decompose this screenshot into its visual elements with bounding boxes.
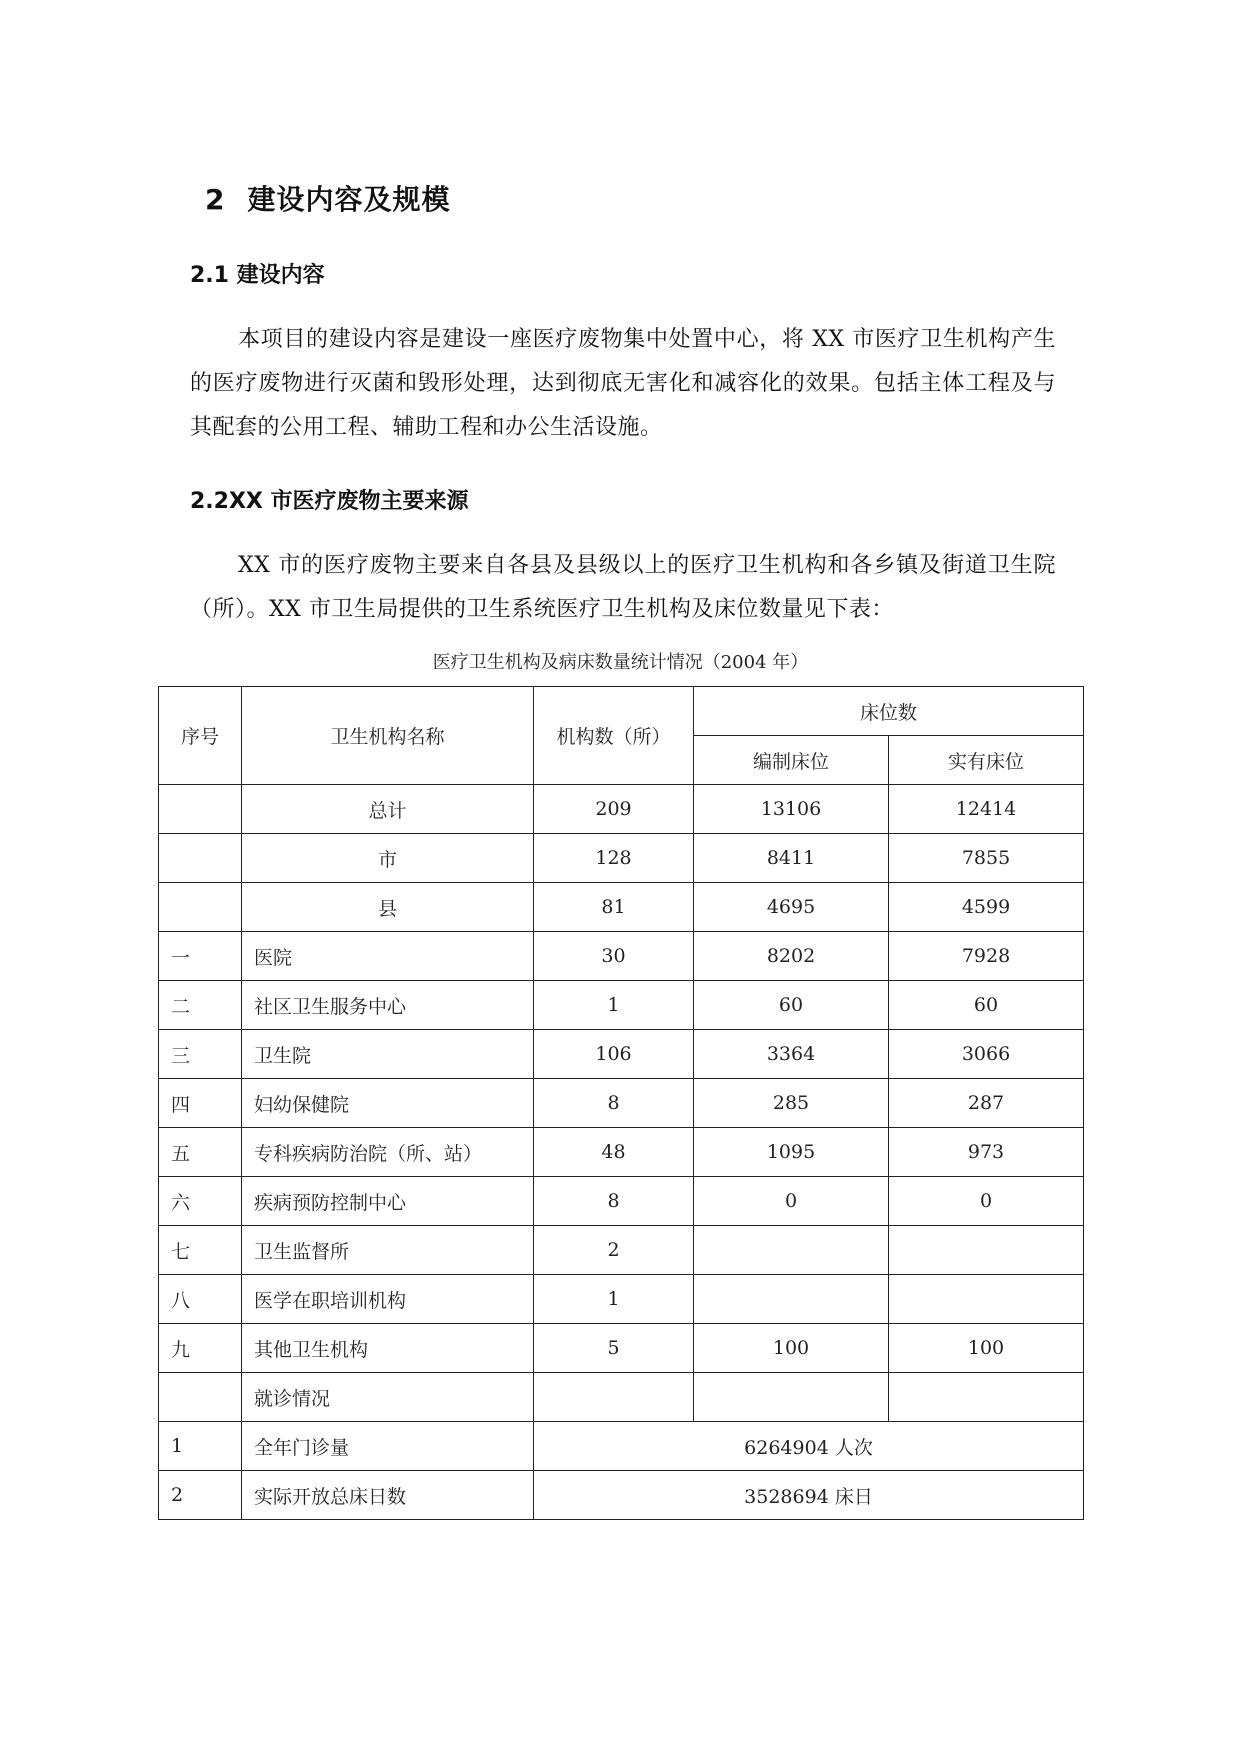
table-row (159, 1079, 1084, 1128)
cell-actual-beds: 7855 (889, 834, 1084, 883)
table-row (159, 785, 1084, 834)
cell-count: 2 (534, 1226, 694, 1275)
cell-actual-beds: 100 (889, 1324, 1084, 1373)
cell-planned-beds: 0 (694, 1177, 889, 1226)
table-header-row (159, 687, 1084, 736)
table-row (159, 981, 1084, 1030)
cell-seq: 一 (159, 932, 242, 981)
cell-planned-beds: 4695 (694, 883, 889, 932)
visit-row (159, 1422, 1084, 1471)
cell-count: 48 (534, 1128, 694, 1177)
cell-name: 妇幼保健院 (242, 1079, 534, 1128)
cell-name: 实际开放总床日数 (242, 1471, 534, 1520)
cell-count: 1 (534, 981, 694, 1030)
header-actual-beds: 实有床位 (889, 736, 1084, 785)
cell-actual-beds: 287 (889, 1079, 1084, 1128)
cell-name: 市 (242, 834, 534, 883)
cell-seq: 二 (159, 981, 242, 1030)
header-count: 机构数（所） (534, 687, 694, 785)
cell-count: 209 (534, 785, 694, 834)
cell-seq (159, 834, 242, 883)
cell-count: 30 (534, 932, 694, 981)
cell-name: 总计 (242, 785, 534, 834)
cell-count: 5 (534, 1324, 694, 1373)
header-name: 卫生机构名称 (242, 687, 534, 785)
cell-actual-beds (889, 1275, 1084, 1324)
cell-actual-beds: 7928 (889, 932, 1084, 981)
cell-actual-beds: 3066 (889, 1030, 1084, 1079)
cell-visit-value: 6264904 人次 (534, 1422, 1084, 1471)
header-seq: 序号 (159, 687, 242, 785)
header-beds: 床位数 (694, 687, 1084, 736)
section-2-1-paragraph: 本项目的建设内容是建设一座医疗废物集中处置中心，将 XX 市医疗卫生机构产生的医疗废物进行灭菌和毁形处理，达到彻底无害化和减容化的效果。包括主体工程及与其配套的公用工程、辅助工程和办公生活设施。 (190, 327, 1056, 440)
cell-actual-beds: 0 (889, 1177, 1084, 1226)
cell-seq (159, 785, 242, 834)
chapter-heading (205, 178, 451, 218)
cell-planned-beds: 8411 (694, 834, 889, 883)
cell-actual-beds: 973 (889, 1128, 1084, 1177)
cell-seq: 四 (159, 1079, 242, 1128)
cell-seq: 九 (159, 1324, 242, 1373)
cell-planned-beds: 1095 (694, 1128, 889, 1177)
cell-planned-beds: 100 (694, 1324, 889, 1373)
table-row (159, 932, 1084, 981)
cell-planned-beds (694, 1226, 889, 1275)
cell-seq: 八 (159, 1275, 242, 1324)
institution-bed-table (158, 686, 1084, 1520)
cell-planned-beds: 13106 (694, 785, 889, 834)
cell-name: 卫生监督所 (242, 1226, 534, 1275)
cell-planned-beds (694, 1373, 889, 1422)
cell-count: 128 (534, 834, 694, 883)
cell-actual-beds: 60 (889, 981, 1084, 1030)
section-2-1-title: 2.1 建设内容 (190, 263, 325, 288)
cell-seq: 五 (159, 1128, 242, 1177)
cell-name: 医学在职培训机构 (242, 1275, 534, 1324)
visit-row (159, 1471, 1084, 1520)
cell-name: 社区卫生服务中心 (242, 981, 534, 1030)
cell-name: 全年门诊量 (242, 1422, 534, 1471)
table-row (159, 1226, 1084, 1275)
table-row (159, 834, 1084, 883)
cell-name: 医院 (242, 932, 534, 981)
section-2-2-title: 2.2XX 市医疗废物主要来源 (190, 489, 469, 514)
cell-count: 8 (534, 1177, 694, 1226)
cell-actual-beds: 4599 (889, 883, 1084, 932)
cell-visit-value: 3528694 床日 (534, 1471, 1084, 1520)
cell-actual-beds (889, 1226, 1084, 1275)
table-row (159, 1373, 1084, 1422)
cell-seq: 七 (159, 1226, 242, 1275)
cell-count: 1 (534, 1275, 694, 1324)
table-row (159, 1128, 1084, 1177)
cell-name: 就诊情况 (242, 1373, 534, 1422)
cell-actual-beds: 12414 (889, 785, 1084, 834)
table-row (159, 1030, 1084, 1079)
cell-seq (159, 883, 242, 932)
cell-name: 县 (242, 883, 534, 932)
chapter-number: 2 (205, 183, 226, 216)
cell-seq: 三 (159, 1030, 242, 1079)
cell-name: 专科疾病防治院（所、站） (242, 1128, 534, 1177)
cell-planned-beds: 60 (694, 981, 889, 1030)
table-row (159, 1177, 1084, 1226)
cell-seq: 1 (159, 1422, 242, 1471)
cell-name: 疾病预防控制中心 (242, 1177, 534, 1226)
cell-count (534, 1373, 694, 1422)
chapter-title: 建设内容及规模 (247, 183, 451, 216)
cell-planned-beds (694, 1275, 889, 1324)
cell-seq: 六 (159, 1177, 242, 1226)
table-row (159, 883, 1084, 932)
section-2-2-paragraph: XX 市的医疗废物主要来自各县及县级以上的医疗卫生机构和各乡镇及街道卫生院（所）。XX 市卫生局提供的卫生系统医疗卫生机构及床位数量见下表： (190, 553, 1056, 622)
header-planned-beds: 编制床位 (694, 736, 889, 785)
cell-name: 卫生院 (242, 1030, 534, 1079)
table-row (159, 1324, 1084, 1373)
cell-actual-beds (889, 1373, 1084, 1422)
cell-seq: 2 (159, 1471, 242, 1520)
cell-planned-beds: 8202 (694, 932, 889, 981)
table-caption: 医疗卫生机构及病床数量统计情况（2004 年） (432, 652, 809, 673)
cell-seq (159, 1373, 242, 1422)
table-row (159, 1275, 1084, 1324)
cell-name: 其他卫生机构 (242, 1324, 534, 1373)
cell-planned-beds: 3364 (694, 1030, 889, 1079)
cell-count: 106 (534, 1030, 694, 1079)
cell-count: 8 (534, 1079, 694, 1128)
cell-planned-beds: 285 (694, 1079, 889, 1128)
cell-count: 81 (534, 883, 694, 932)
